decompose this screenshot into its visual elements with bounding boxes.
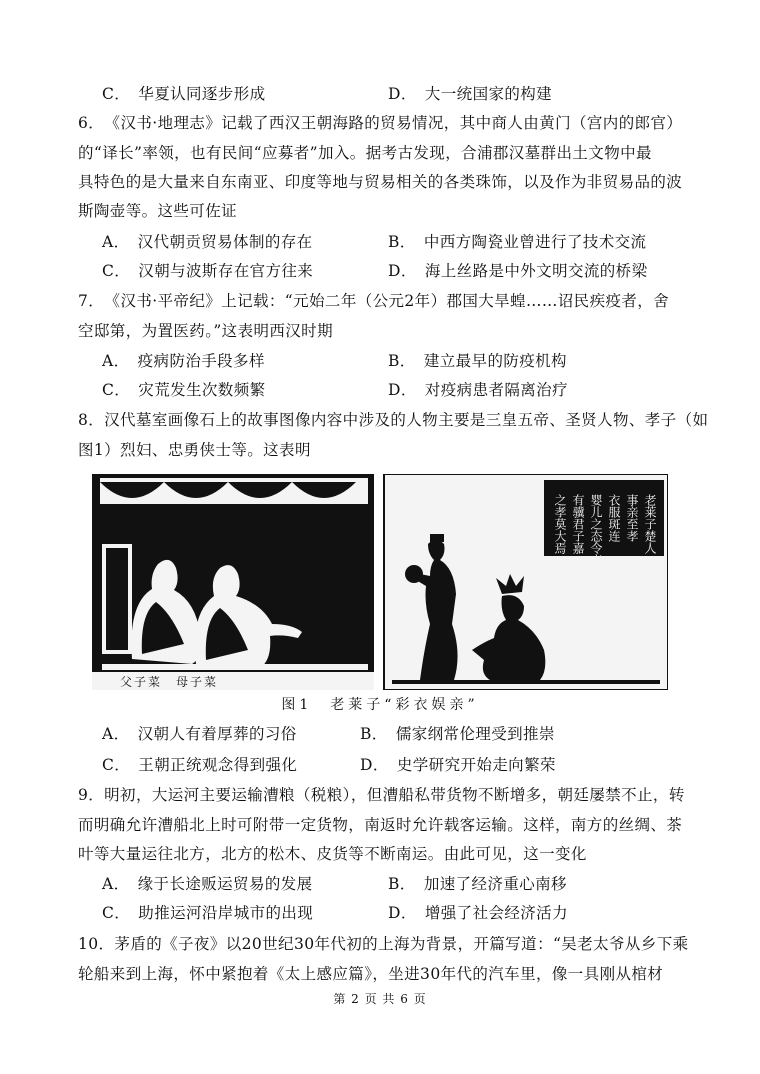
q7-option-d: D． 对疫病患者隔离治疗 [388,381,568,399]
q6-option-d: D． 海上丝路是中外文明交流的桥梁 [388,262,648,280]
q9-stem-line3: 叶等大量运往北方，北方的松木、皮货等不断南运。由此可见，这一变化 [78,845,587,863]
relief-left-panel [92,474,374,690]
q8-option-c: C． 王朝正统观念得到强化 [102,756,298,774]
q8-option-d: D． 史学研究开始走向繁荣 [360,756,556,774]
q6-stem-line1: 6． 《汉书·地理志》记载了西汉王朝海路的贸易情况，其中商人由黄门（宫内的郎官） [78,114,683,132]
q6-stem-line3: 具特色的是大量来自东南亚、印度等地与贸易相关的各类珠饰，以及作为非贸易品的波 [78,173,683,191]
q7-option-a: A． 疫病防治手段多样 [102,352,265,370]
inscription-col-6: 之孝莫大焉 [553,494,567,554]
inscription-col-5: 有骥君子嘉 [571,494,585,554]
inscription-col-1: 老莱子楚人 [643,494,657,554]
q8-option-a: A． 汉朝人有着厚葬的习俗 [102,725,297,743]
q9-option-c: C． 助推运河沿岸城市的出现 [102,904,314,922]
q9-option-d: D． 增强了社会经济活力 [388,904,568,922]
q7-option-b: B． 建立最早的防疫机构 [388,352,567,370]
figure-1-stone-relief [92,474,668,690]
q9-stem-line1: 9．明初，大运河主要运输漕粮（税粮），但漕船私带货物不断增多，朝廷屡禁不止，转 [78,786,685,804]
figure-1-caption: 图1 老莱子“彩衣娱亲” [281,697,479,713]
q6-option-b: B． 中西方陶瓷业曾进行了技术交流 [388,233,647,251]
q7-stem-line2: 空邸第，为置医药。”这表明西汉时期 [78,322,333,340]
q5-option-d: D． 大一统国家的构建 [388,85,553,103]
q10-stem-line1: 10．茅盾的《子夜》以20世纪30年代初的上海为背景，开篇写道：“吴老太爷从乡下乘 [78,935,689,953]
relief-right-panel [384,474,668,690]
q7-option-c: C． 灾荒发生次数频繁 [102,381,266,399]
q9-option-b: B． 加速了经济重心南移 [388,875,567,893]
q6-stem-line4: 斯陶壶等。这些可佐证 [78,202,238,220]
q5-option-c: C． 华夏认同逐步形成 [102,85,266,103]
q8-stem-line2: 图1）烈妇、忠勇侠士等。这表明 [78,441,311,459]
q9-stem-line2: 而明确允许漕船北上时可附带一定货物，南返时允许载客运输。这样，南方的丝绸、茶 [78,816,683,834]
inscription-col-3: 衣服斑连 [607,494,621,542]
q6-option-a: A． 汉代朝贡贸易体制的存在 [102,233,313,251]
relief-left-label: 父子菜 母子菜 [120,675,219,689]
page-footer: 第 2 页 共 6 页 [333,992,427,1006]
q8-option-b: B． 儒家纲常伦理受到推崇 [360,725,555,743]
inscription-col-2: 事亲至孝 [625,494,639,542]
q6-stem-line2: 的“译长”率领，也有民间“应募者”加入。据考古发现，合浦郡汉墓群出土文物中最 [78,144,652,162]
inscription-col-4: 婴儿之态令亲 [589,494,603,566]
q9-option-a: A． 缘于长途贩运贸易的发展 [102,875,313,893]
q10-stem-line2: 轮船来到上海，怀中紧抱着《太上感应篇》，坐进30年代的汽车里，像一具刚从棺材 [78,965,664,983]
q8-stem-line1: 8．汉代墓室画像石上的故事图像内容中涉及的人物主要是三皇五帝、圣贤人物、孝子（如 [78,411,709,429]
q7-stem-line1: 7． 《汉书·平帝纪》上记载：“元始二年（公元2年）郡国大旱蝗……诏民疾疫者，舍 [78,292,670,310]
q6-option-c: C． 汉朝与波斯存在官方往来 [102,262,314,280]
